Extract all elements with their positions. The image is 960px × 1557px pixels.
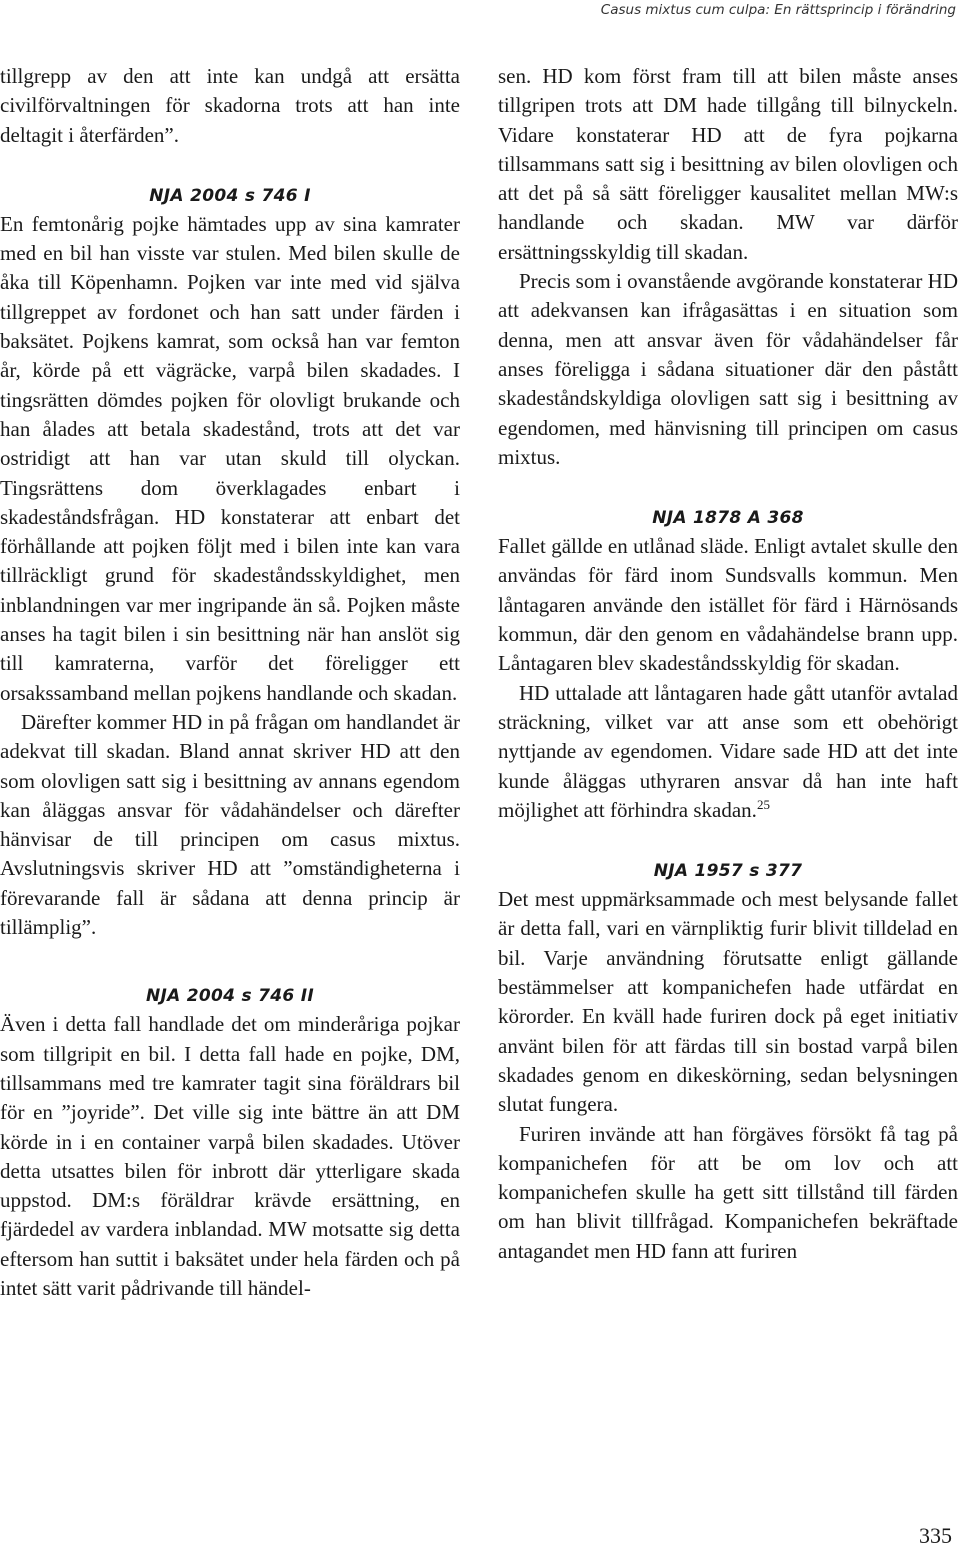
paragraph: tillgrepp av den att inte kan undgå att ersätta civilförvaltningen för skadorna trots att han inte deltagit i återfärden”. [0,64,460,147]
paragraph: Fallet gällde en utlånad släde. Enligt avtalet skulle den användas för färd inom Sundsvalls kommun. Men låntagaren använde den istället för färd i Härnösands kommun, där den genom en vådahändelse brann upp. Låntagaren blev skadeståndsskyldig för skadan. [498,534,958,676]
case-heading-nja-2004-746-ii: NJA 2004 s 746 II [145,986,315,1007]
paragraph: En femtonårig pojke hämtades upp av sina kamrater med en bil han visste var stulen. Med bilen skulle de åka till Köpenhamn. Pojken var inte med vid själva tillgreppet av fordonet och han satt under färden i baksätet. Pojkens kamrat, som också han var femton år, körde på ett vägräcke, varpå bilen skadades. I tingsrätten dömdes pojken för olovligt brukande och han ålades att betala skadestånd, trots att det var ostridigt att han var utan skuld till olyckan. Tingsrättens dom överklagades enbart i skadeståndsfrågan. HD konstaterar att enbart det förhållande att pojken följt med i bilen inte kan vara tillräckligt grund för skadeståndsskyldighet, men inblandningen var mer ingripande än så. Pojken måste anses ha tagit bilen i sin besittning när han anslöt sig till kamraterna, varför det föreligger ett orsakssamband mellan pojkens handlande och skadan. [0,211,460,705]
paragraph: Precis som i ovanstående avgörande konstaterar HD att adekvansen kan ifrågasättas i en situation som denna, men att ansvar även för vådahändelser får anses föreligga i sådana situationer där den påstått skadeståndskyldiga olovligen satt sig i besittning av egendomen, med hänvisning till principen om casus mixtus. [498,269,958,469]
paragraph: Det mest uppmärksammade och mest belysande fallet är detta fall, vari en värnpliktig furir blivit tilldelad en bil. Varje användning förutsatte enligt gällande bestämmelser att kompanichefen hade utfärdat en körorder. En kväll hade furiren dock på eget initiativ använt bilen för att färdas till sin bostad varpå bilen skadades genom en dikeskörning, sedan belysningen slutat fungera. [498,887,958,1117]
case-heading-nja-1878-a-368: NJA 1878 A 368 [652,508,804,529]
case-heading-nja-2004-746-i: NJA 2004 s 746 I [149,185,311,206]
running-header: Casus mixtus cum culpa: En rättsprincip i förändring [600,2,956,18]
right-column [498,62,958,1266]
page-number: 335 [919,1523,952,1548]
left-column [0,62,460,1303]
case-heading-nja-1957-377: NJA 1957 s 377 [653,861,803,882]
paragraph: Furiren invände att han förgäves försökt få tag på kompanichefen för att be om lov och att kompanichefen skulle ha gett sitt tillstånd till färden om han blivit tillfrågad. Kompanichefen bekräftade antagandet men HD fann att furiren [498,1121,958,1263]
paragraph: Därefter kommer HD in på frågan om handlandet är adekvat till skadan. Bland annat skriver HD att den som olovligen satt sig i besittning av annans egendom kan åläggas ansvar för vådahändelser och därefter hänvisar de till principen om casus mixtus. Avslutningsvis skriver HD att ”omständigheterna i förevarande fall är sådana att denna princip är tillämplig”. [0,709,460,940]
paragraph: sen. HD kom först fram till att bilen måste anses tillgripen trots att DM hade tillgång till bilnyckeln. Vidare konstaterar HD att de fyra pojkarna tillsammans satt sig i besittning av bilen olovligen och att det på så sätt föreligger kausalitet mellan MW:s handlande och skadan. MW var därför ersättningsskyldig till skadan. [498,64,958,264]
paragraph-text: HD uttalade att låntagaren hade gått utanför avtalad sträckning, vilket var att anse som ett obehörigt nyttjande av egendomen. Vidare sade HD att det inte kunde åläggas uthyraren ansvar då han inte haft möjlighet att förhindra skadan. [498,680,958,822]
paragraph: Även i detta fall handlade det om minderåriga pojkar som tillgripit en bil. I detta fall hade en pojke, DM, tillsammans med tre kamrater tagit sina föräldrars bil för en ”joyride”. Det ville sig inte bättre än att DM körde in i en container varpå bilen skadades. Utöver detta utsattes bilen för inbrott där ytterligare skada uppstod. DM:s föräldrar krävde ersättning, en fjärdedel av vardera inblandad. MW motsatte sig detta eftersom han suttit i baksätet under hela färden och på intet sätt varit pådrivande till händel- [0,1012,460,1300]
footnote-marker[interactable]: 25 [756,796,770,812]
paragraph [498,679,958,825]
